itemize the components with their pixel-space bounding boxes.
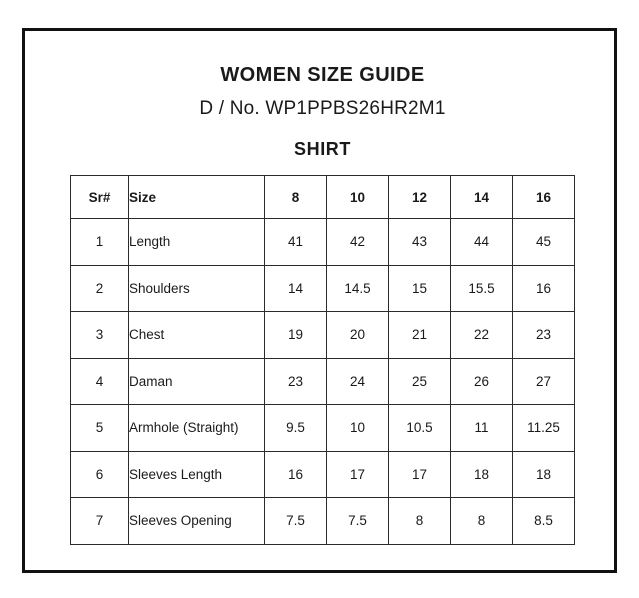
row-value: 7.5 (265, 498, 327, 545)
column-header-size: Size (129, 176, 265, 219)
column-header-10: 10 (327, 176, 389, 219)
row-value: 16 (265, 451, 327, 498)
row-value: 16 (513, 265, 575, 312)
row-value: 43 (389, 219, 451, 266)
row-label: Sleeves Opening (129, 498, 265, 545)
row-index: 3 (71, 312, 129, 359)
row-index: 1 (71, 219, 129, 266)
row-index: 6 (71, 451, 129, 498)
row-value: 14.5 (327, 265, 389, 312)
row-index: 7 (71, 498, 129, 545)
row-label: Armhole (Straight) (129, 405, 265, 452)
table-row (71, 498, 575, 545)
row-index: 5 (71, 405, 129, 452)
row-label: Chest (129, 312, 265, 359)
row-value: 7.5 (327, 498, 389, 545)
row-value: 8 (389, 498, 451, 545)
page-border (22, 28, 617, 573)
row-value: 19 (265, 312, 327, 359)
row-value: 8 (451, 498, 513, 545)
table-header-row (71, 176, 575, 219)
row-value: 22 (451, 312, 513, 359)
row-value: 11 (451, 405, 513, 452)
table-header (71, 176, 575, 219)
row-value: 15.5 (451, 265, 513, 312)
table-row (71, 358, 575, 405)
column-header-8: 8 (265, 176, 327, 219)
row-value: 21 (389, 312, 451, 359)
row-label: Length (129, 219, 265, 266)
row-value: 25 (389, 358, 451, 405)
row-value: 17 (389, 451, 451, 498)
section-title: SHIRT (294, 139, 351, 159)
row-value: 45 (513, 219, 575, 266)
page-title: WOMEN SIZE GUIDE (220, 64, 425, 86)
row-value: 14 (265, 265, 327, 312)
row-value: 42 (327, 219, 389, 266)
row-index: 2 (71, 265, 129, 312)
table-row (71, 312, 575, 359)
row-index: 4 (71, 358, 129, 405)
row-value: 23 (265, 358, 327, 405)
size-table (70, 175, 575, 545)
table-body (71, 219, 575, 545)
table-row (71, 451, 575, 498)
row-value: 23 (513, 312, 575, 359)
row-value: 44 (451, 219, 513, 266)
table-row (71, 405, 575, 452)
column-header-sr: Sr# (71, 176, 129, 219)
table-row (71, 219, 575, 266)
row-value: 27 (513, 358, 575, 405)
row-value: 10.5 (389, 405, 451, 452)
design-number: D / No. WP1PPBS26HR2M1 (199, 98, 446, 119)
column-header-14: 14 (451, 176, 513, 219)
row-value: 8.5 (513, 498, 575, 545)
row-value: 41 (265, 219, 327, 266)
page-content (25, 31, 620, 545)
row-value: 18 (451, 451, 513, 498)
row-label: Sleeves Length (129, 451, 265, 498)
row-value: 11.25 (513, 405, 575, 452)
row-value: 17 (327, 451, 389, 498)
column-header-16: 16 (513, 176, 575, 219)
row-value: 20 (327, 312, 389, 359)
row-value: 18 (513, 451, 575, 498)
row-label: Shoulders (129, 265, 265, 312)
row-value: 26 (451, 358, 513, 405)
table-row (71, 265, 575, 312)
row-value: 15 (389, 265, 451, 312)
row-label: Daman (129, 358, 265, 405)
row-value: 9.5 (265, 405, 327, 452)
column-header-12: 12 (389, 176, 451, 219)
row-value: 24 (327, 358, 389, 405)
row-value: 10 (327, 405, 389, 452)
